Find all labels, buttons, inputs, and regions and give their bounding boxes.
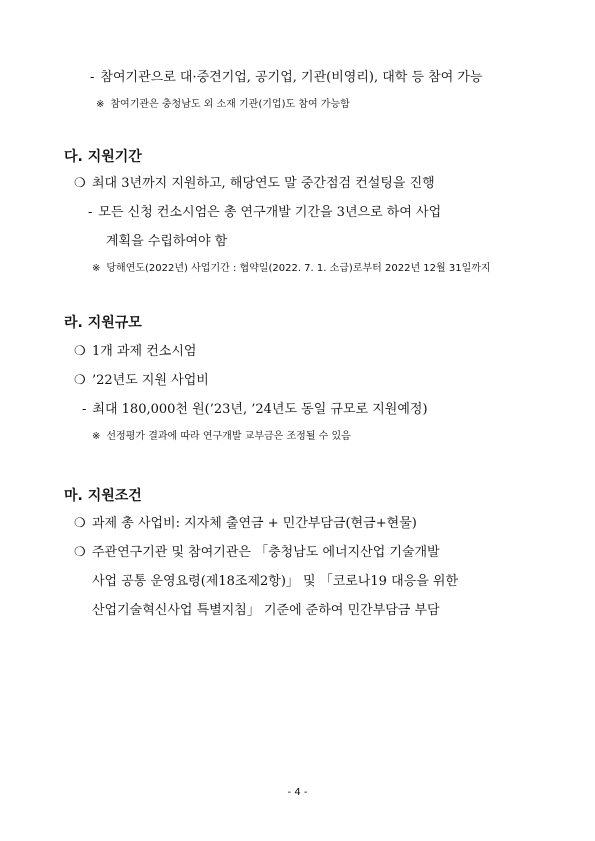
scale-note-text: 선정평가 결과에 따라 연구개발 교부금은 조정될 수 있음 bbox=[106, 431, 351, 442]
period-item-1-text: 최대 3년까지 지원하고, 해당연도 말 중간점검 컨설팅을 진행 bbox=[92, 176, 435, 191]
circle-bullet: ❍ bbox=[74, 176, 86, 191]
conditions-item-2-cont-1: 사업 공통 운영요령(제18조제2항)」 및 「코로나19 대응을 위한 bbox=[92, 574, 459, 589]
note-marker: ※ bbox=[92, 263, 101, 274]
conditions-item-1-text: 과제 총 사업비: 지자체 출연금 + 민간부담금(현금+현물) bbox=[92, 516, 417, 531]
section-heading-support-scale: 라. 지원규모 bbox=[64, 315, 142, 331]
scale-item-1 bbox=[74, 345, 196, 358]
scale-note bbox=[92, 432, 351, 442]
circle-bullet: ❍ bbox=[74, 344, 86, 359]
page-number: - 4 - bbox=[287, 787, 308, 798]
conditions-item-2-text: 주관연구기관 및 참여기관은 「충청남도 에너지산업 기술개발 bbox=[92, 545, 440, 560]
conditions-item-2 bbox=[74, 546, 440, 559]
circle-bullet: ❍ bbox=[74, 516, 86, 531]
circle-bullet: ❍ bbox=[74, 373, 86, 388]
conditions-item-2-cont-2: 산업기술혁신사업 특별지침」 기준에 준하여 민간부담금 부담 bbox=[92, 603, 440, 618]
period-item-1 bbox=[74, 177, 435, 190]
conditions-item-1 bbox=[74, 517, 417, 530]
dash-marker: - bbox=[82, 402, 87, 417]
section-heading-support-period: 다. 지원기간 bbox=[64, 149, 142, 165]
period-sub-1 bbox=[88, 206, 441, 219]
participation-text: 참여기관으로 대·중견기업, 공기업, 기관(비영리), 대학 등 참여 가능 bbox=[100, 70, 483, 85]
period-note-text: 당해연도(2022년) 사업기간 : 협약일(2022. 7. 1. 소급)로부터 2022년 12월 31일까지 bbox=[106, 263, 491, 274]
scale-item-1-text: 1개 과제 컨소시엄 bbox=[92, 344, 197, 359]
note-marker: ※ bbox=[96, 99, 105, 110]
note-marker: ※ bbox=[92, 431, 101, 442]
scale-item-2 bbox=[74, 374, 209, 387]
participation-note-text: 참여기관은 충청남도 외 소재 기관(기업)도 참여 가능함 bbox=[110, 99, 350, 110]
circle-bullet: ❍ bbox=[74, 545, 86, 560]
dash-marker: - bbox=[88, 205, 93, 220]
participation-line bbox=[90, 71, 483, 84]
participation-note bbox=[96, 100, 350, 110]
scale-sub-1 bbox=[82, 403, 428, 416]
scale-item-2-text: ’22년도 지원 사업비 bbox=[92, 373, 209, 388]
scale-sub-1-text: 최대 180,000천 원(’23년, ’24년도 동일 규모로 지원예정) bbox=[92, 402, 428, 417]
period-note bbox=[92, 264, 491, 274]
dash-marker: - bbox=[90, 70, 95, 85]
section-heading-support-conditions: 마. 지원조건 bbox=[64, 488, 142, 504]
period-sub-1-cont: 계획을 수립하여야 함 bbox=[106, 234, 228, 249]
period-sub-1-text: 모든 신청 컨소시엄은 총 연구개발 기간을 3년으로 하여 사업 bbox=[98, 205, 442, 220]
